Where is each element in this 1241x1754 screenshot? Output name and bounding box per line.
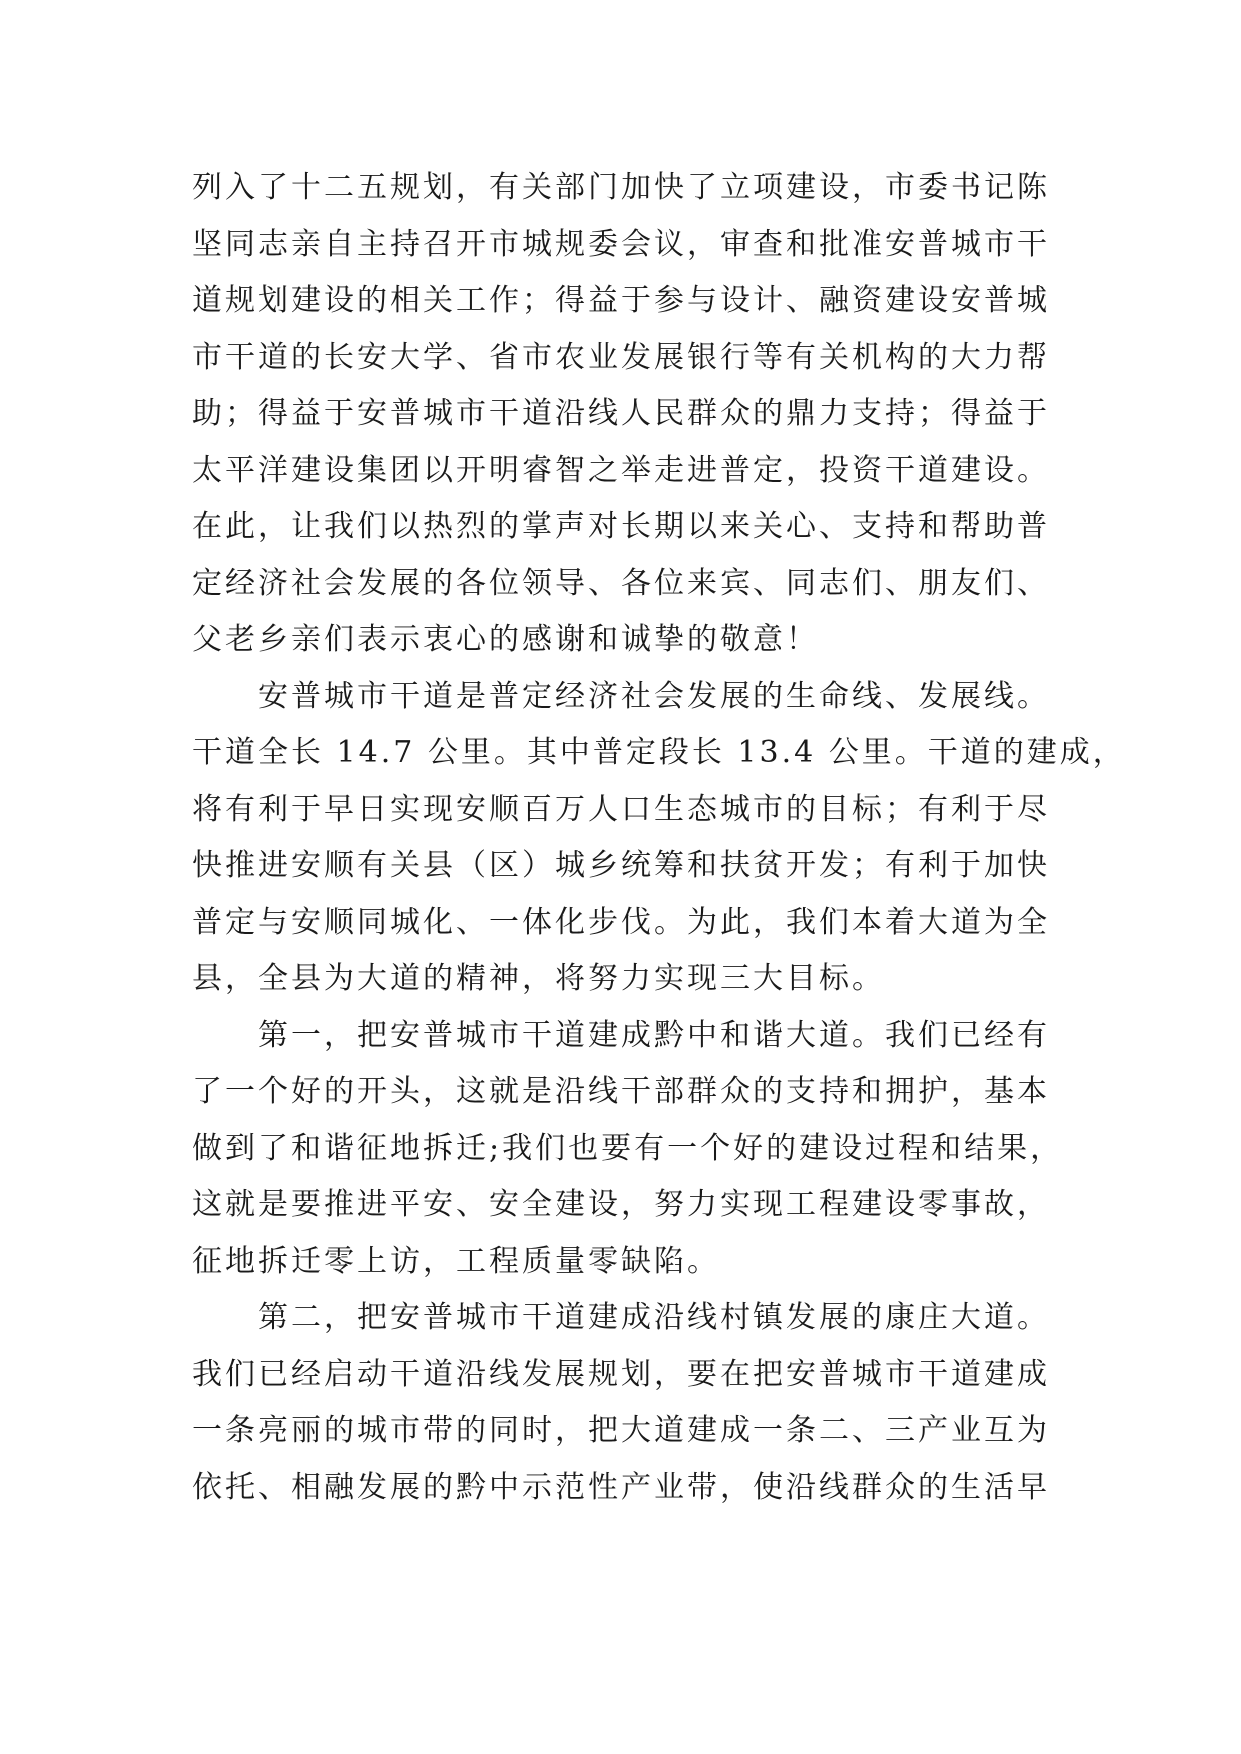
text-line: 一条亮丽的城市带的同时，把大道建成一条二、三产业互为 [192,1413,1050,1448]
paragraph-3 [192,1008,1072,1291]
paragraph-4 [192,1290,1072,1516]
text-line: 道规划建设的相关工作；得益于参与设计、融资建设安普城 [192,283,1050,318]
text-line: 这就是要推进平安、安全建设，努力实现工程建设零事故， [192,1187,1050,1222]
text-line: 了一个好的开头，这就是沿线干部群众的支持和拥护，基本 [192,1074,1050,1109]
text-line: 安普城市干道是普定经济社会发展的生命线、发展线。 [192,678,1050,714]
text-line: 第二，把安普城市干道建成沿线村镇发展的康庄大道。 [192,1300,1050,1335]
text-line: 坚同志亲自主持召开市城规委会议，审查和批准安普城市干 [192,226,1050,262]
text-line: 做到了和谐征地拆迁;我们也要有一个好的建设过程和结果， [192,1130,1064,1166]
text-line: 在此，让我们以热烈的掌声对长期以来关心、支持和帮助普 [192,509,1050,544]
text-line: 干道全长 14.7 公里。其中普定段长 13.4 公里。干道的建成， [192,735,1126,770]
text-line: 太平洋建设集团以开明睿智之举走进普定，投资干道建设。 [192,452,1050,488]
text-line: 征地拆迁零上访，工程质量零缺陷。 [192,1243,720,1279]
text-line: 第一，把安普城市干道建成黔中和谐大道。我们已经有 [192,1017,1050,1053]
text-line: 普定与安顺同城化、一体化步伐。为此，我们本着大道为全 [192,904,1050,940]
text-line: 我们已经启动干道沿线发展规划，要在把安普城市干道建成 [192,1356,1050,1392]
paragraph-2 [192,669,1126,1008]
text-line: 依托、相融发展的黔中示范性产业带，使沿线群众的生活早 [192,1469,1050,1505]
text-line: 列入了十二五规划，有关部门加快了立项建设，市委书记陈 [192,170,1050,205]
text-line: 将有利于早日实现安顺百万人口生态城市的目标；有利于尽 [192,791,1050,827]
text-line: 定经济社会发展的各位领导、各位来宾、同志们、朋友们、 [192,565,1050,601]
text-line: 父老乡亲们表示衷心的感谢和诚挚的敬意！ [192,622,819,657]
text-line: 助；得益于安普城市干道沿线人民群众的鼎力支持；得益于 [192,396,1050,431]
text-line: 快推进安顺有关县（区）城乡统筹和扶贫开发；有利于加快 [192,848,1050,883]
document-body [192,160,1126,1516]
paragraph-1 [192,160,1072,669]
text-line: 县，全县为大道的精神，将努力实现三大目标。 [192,961,885,996]
text-line: 市干道的长安大学、省市农业发展银行等有关机构的大力帮 [192,339,1050,375]
